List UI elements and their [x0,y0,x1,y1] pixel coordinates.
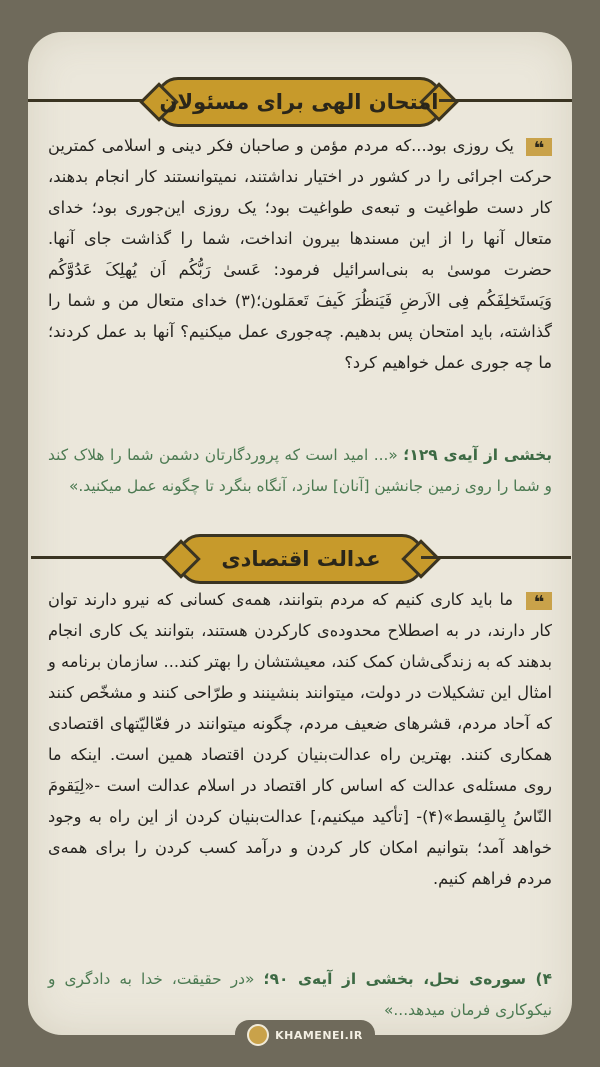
footer-logo[interactable] [235,1020,375,1050]
section1-title: امتحان الهی برای مسئولان [159,90,439,114]
section1-paragraph: یک روزی بود...که مردم مؤمن و صاحبان فکر دینی و اسلامی کمترین حرکت اجرائی را در کشور در اختیار نداشتند، نمیتوانستند کار انجام بدهند، کار دست طواغیت و تبعه‌ی طواغیت بود؛ یک روزی این‌جوری بود؛ خدای متعال آنها را از این مسندها بیرون انداخت، شما را گذاشت جای آنها. حضرت موسیٰ به بنی‌اسرائیل فرمود: عَسىٰ رَبُّکُم اَن یُهلِکَ عَدُوَّکُم وَیَستَخلِفَکُم فِی الاَرضِ فَیَنظُرَ کَیفَ تَعمَلون؛(۳) خدای متعال من و شما را گذاشته، باید امتحان پس بدهیم. چه‌جوری عمل میکنیم؟ آنها بد عمل کردند؛ ما چه جوری عمل خواهیم کرد؟ [48,136,552,372]
section2-title: عدالت اقتصادی [221,547,381,571]
section2-paragraph-block [48,584,552,894]
section2-paragraph: ما باید کاری کنیم که مردم بتوانند، همه‌ی کسانی که نیرو دارند توان کار دارند، در به اصطلاح محدوده‌ی کارکردن هستند، بتوانند یک کاری انجام بدهند که به زندگی‌شان کمک کند، معیشتشان را بهتر کند... سازمان برنامه و امثال این تشکیلات در دولت، میتوانند بنشینند و طرّاحی کنند و مشخّص کنند که آحاد مردم، قشرهای ضعیف مردم، چگونه میتوانند در فعّالیّتهای اقتصادی همکاری کنند. بهترین راه عدالت‌بنیان کردن اقتصاد همین است. اینکه ما روی مسئله‌ی عدالت که اساس کار اقتصاد در اسلام عدالت است -«لِیَقومَ النّاسُ بِالقِسط»(۴)- [تأکید میکنیم،] عدالت‌بنیان کردن از این راه به وجود خواهد آمد؛ بتوانیم امکان کار کردن و درآمد کسب کردن را برای همه‌ی مردم فراهم کنیم. [48,590,552,888]
quote-icon: ❝ [526,138,552,156]
section2-footnote-text: «در حقیقت، خدا به دادگری و نیکوکاری فرمان میدهد...» [48,970,552,1019]
khamenei-logo-icon [247,1024,269,1046]
footer-logo-text: KHAMENEI.IR [275,1028,363,1042]
section1-title-ribbon [156,77,442,127]
section2-footnote [48,964,552,1026]
section1-paragraph-block [48,130,552,378]
ribbon-tail-right [401,539,441,579]
section2-footnote-ref: ۴) سوره‌ی نحل، بخشی از آیه‌ی ۹۰؛ [263,970,552,988]
quote-icon: ❝ [526,592,552,610]
section1-footnote [48,440,552,502]
section1-footnote-text: «... امید است که پروردگارتان دشمن شما را هلاک کند و شما را روی زمین جانشین [آنان] سازد، آنگاه بنگرد تا چگونه عمل میکنید.» [48,446,552,495]
content-card [28,32,572,1035]
ribbon-tail-left [161,539,201,579]
section2-title-ribbon [178,534,424,584]
section1-footnote-ref: بخشی از آیه‌ی ۱۲۹؛ [403,446,552,464]
